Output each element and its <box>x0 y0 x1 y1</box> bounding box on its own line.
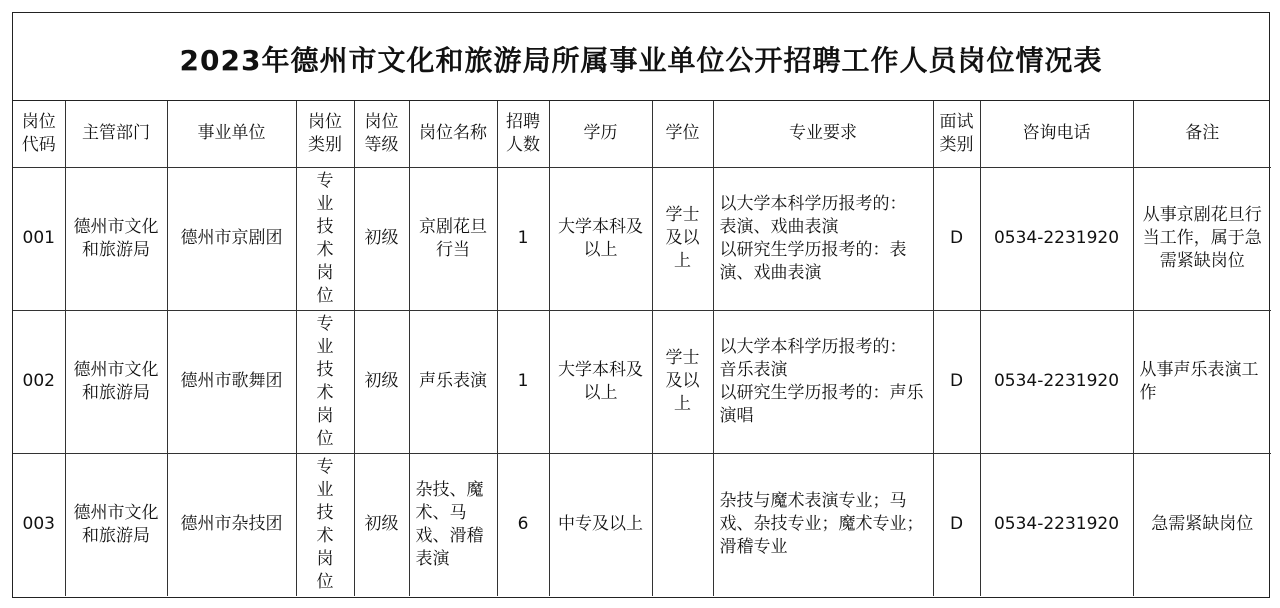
header-interview: 面试 类别 <box>933 101 980 167</box>
recruitment-sheet <box>12 12 1270 598</box>
cell-level: 初级 <box>354 453 409 596</box>
cell-interview: D <box>933 310 980 453</box>
cell-category: 专业技术岗位 <box>296 167 354 310</box>
cell-code: 001 <box>13 167 65 310</box>
cell-unit: 德州市京剧团 <box>167 167 296 310</box>
cell-phone: 0534-2231920 <box>980 310 1133 453</box>
cell-education: 中专及以上 <box>549 453 652 596</box>
cell-interview: D <box>933 453 980 596</box>
table-header-row <box>13 101 1271 167</box>
cell-category: 专业技术岗位 <box>296 310 354 453</box>
cell-interview: D <box>933 167 980 310</box>
header-category: 岗位 类别 <box>296 101 354 167</box>
header-note: 备注 <box>1133 101 1271 167</box>
header-count: 招聘 人数 <box>497 101 549 167</box>
cell-phone: 0534-2231920 <box>980 453 1133 596</box>
cell-name: 杂技、魔术、马戏、滑稽表演 <box>409 453 497 596</box>
cell-count: 1 <box>497 167 549 310</box>
cell-level: 初级 <box>354 310 409 453</box>
cell-count: 1 <box>497 310 549 453</box>
cell-unit: 德州市歌舞团 <box>167 310 296 453</box>
table-row <box>13 453 1271 596</box>
cell-dept: 德州市文化和旅游局 <box>65 310 167 453</box>
header-level: 岗位 等级 <box>354 101 409 167</box>
header-major: 专业要求 <box>713 101 933 167</box>
cell-level: 初级 <box>354 167 409 310</box>
header-dept: 主管部门 <box>65 101 167 167</box>
cell-name: 声乐表演 <box>409 310 497 453</box>
cell-education: 大学本科及以上 <box>549 167 652 310</box>
cell-degree: 学士及以上 <box>652 167 713 310</box>
header-education: 学历 <box>549 101 652 167</box>
header-unit: 事业单位 <box>167 101 296 167</box>
cell-dept: 德州市文化和旅游局 <box>65 453 167 596</box>
cell-degree <box>652 453 713 596</box>
cell-degree: 学士及以上 <box>652 310 713 453</box>
table-row <box>13 167 1271 310</box>
cell-major: 以大学本科学历报考的： 表演、戏曲表演 以研究生学历报考的：表演、戏曲表演 <box>713 167 933 310</box>
cell-code: 002 <box>13 310 65 453</box>
page-title: 2023年德州市文化和旅游局所属事业单位公开招聘工作人员岗位情况表 <box>13 13 1269 101</box>
positions-table <box>13 101 1271 596</box>
cell-major: 以大学本科学历报考的： 音乐表演 以研究生学历报考的：声乐演唱 <box>713 310 933 453</box>
cell-note: 急需紧缺岗位 <box>1133 453 1271 596</box>
cell-code: 003 <box>13 453 65 596</box>
header-phone: 咨询电话 <box>980 101 1133 167</box>
cell-dept: 德州市文化和旅游局 <box>65 167 167 310</box>
cell-phone: 0534-2231920 <box>980 167 1133 310</box>
header-name: 岗位名称 <box>409 101 497 167</box>
cell-education: 大学本科及以上 <box>549 310 652 453</box>
cell-count: 6 <box>497 453 549 596</box>
header-degree: 学位 <box>652 101 713 167</box>
header-code: 岗位 代码 <box>13 101 65 167</box>
cell-name: 京剧花旦行当 <box>409 167 497 310</box>
cell-note: 从事京剧花旦行当工作，属于急需紧缺岗位 <box>1133 167 1271 310</box>
table-row <box>13 310 1271 453</box>
cell-category: 专业技术岗位 <box>296 453 354 596</box>
cell-unit: 德州市杂技团 <box>167 453 296 596</box>
cell-major: 杂技与魔术表演专业；马戏、杂技专业；魔术专业；滑稽专业 <box>713 453 933 596</box>
cell-note: 从事声乐表演工作 <box>1133 310 1271 453</box>
